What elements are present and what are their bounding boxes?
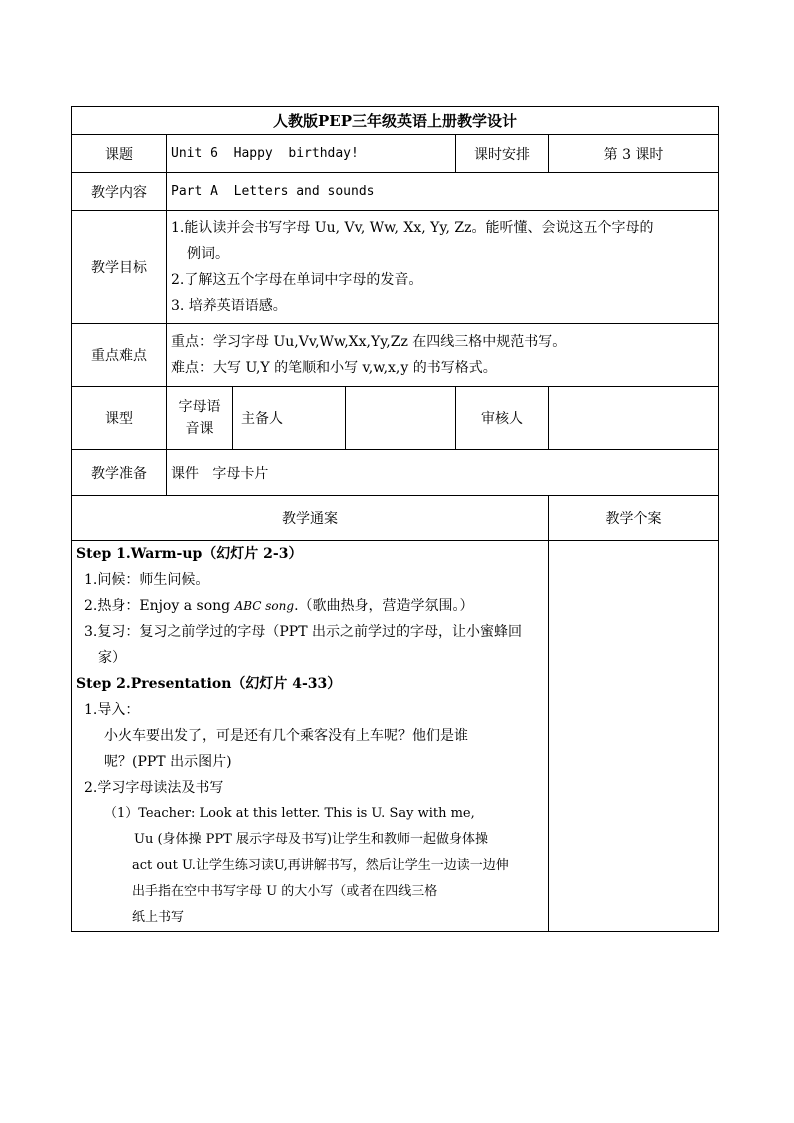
step-item: Uu (身体操 PPT 展示字母及书写)让学生和教师一起做身体操	[134, 832, 489, 847]
step-item: 家）	[98, 650, 126, 666]
document-title: 人教版PEP三年级英语上册教学设计	[72, 107, 719, 135]
step-item: 2.热身：Enjoy a song ABC song.（歌曲热身，营造学氛围。）	[84, 598, 474, 614]
preparation-label: 教学准备	[72, 450, 167, 496]
common-plan-body	[72, 541, 549, 932]
step-item: 3.复习：复习之前学过的字母（PPT 出示之前学过的字母，让小蜜蜂回	[84, 624, 522, 640]
song-title: ABC song	[234, 599, 295, 613]
schedule-value: 第 3 课时	[549, 135, 719, 173]
individual-plan-body	[549, 541, 719, 932]
step-item: 呢？(PPT 出示图片)	[104, 754, 232, 770]
goals-label: 教学目标	[72, 211, 167, 324]
key-point-item: 难点：大写 U,Y 的笔顺和小写 v,w,x,y 的书写格式。	[171, 360, 497, 376]
reviewer-label: 审核人	[456, 387, 549, 450]
step-item: 1.导入：	[84, 702, 140, 718]
key-points-list	[167, 324, 719, 387]
goal-item: 3. 培养英语语感。	[171, 298, 287, 314]
step-item: act out U.让学生练习读U,再讲解书写，然后让学生一边读一边伸	[132, 858, 509, 873]
preparer-value	[346, 387, 456, 450]
goal-item: 例词。	[187, 246, 229, 262]
individual-plan-header: 教学个案	[549, 496, 719, 541]
topic-value: Unit 6 Happy birthday!	[167, 135, 456, 173]
step-heading: Step 1.Warm-up（幻灯片 2-3）	[76, 546, 303, 562]
step-item: 2.学习字母读法及书写	[84, 780, 224, 796]
step-item: （1）Teacher: Look at this letter. This is U. Say with me,	[104, 806, 475, 821]
lesson-type-label: 课型	[72, 387, 167, 450]
lesson-type-value: 字母语 音课	[167, 387, 233, 450]
preparation-value: 课件 字母卡片	[167, 450, 719, 496]
content-value: Part A Letters and sounds	[167, 173, 719, 211]
content-label: 教学内容	[72, 173, 167, 211]
goals-list	[167, 211, 719, 324]
step-item: 小火车要出发了，可是还有几个乘客没有上车呢？他们是谁	[104, 728, 468, 744]
key-points-label: 重点难点	[72, 324, 167, 387]
step-item: 出手指在空中书写字母 U 的大小写（或者在四线三格	[132, 884, 438, 899]
schedule-label: 课时安排	[456, 135, 549, 173]
goal-item: 1.能认读并会书写字母 Uu, Vv, Ww, Xx, Yy, Zz。能听懂、会说这五个字母的	[171, 220, 654, 236]
reviewer-value	[549, 387, 719, 450]
step-heading: Step 2.Presentation（幻灯片 4-33）	[76, 676, 342, 692]
topic-label: 课题	[72, 135, 167, 173]
step-item: 1.问候：师生问候。	[84, 572, 210, 588]
common-plan-header: 教学通案	[72, 496, 549, 541]
preparer-label: 主备人	[233, 387, 346, 450]
goal-item: 2.了解这五个字母在单词中字母的发音。	[171, 272, 423, 288]
step-item: 纸上书写	[132, 910, 185, 925]
key-point-item: 重点：学习字母 Uu,Vv,Ww,Xx,Yy,Zz 在四线三格中规范书写。	[171, 334, 567, 350]
lesson-plan-table	[71, 106, 719, 932]
